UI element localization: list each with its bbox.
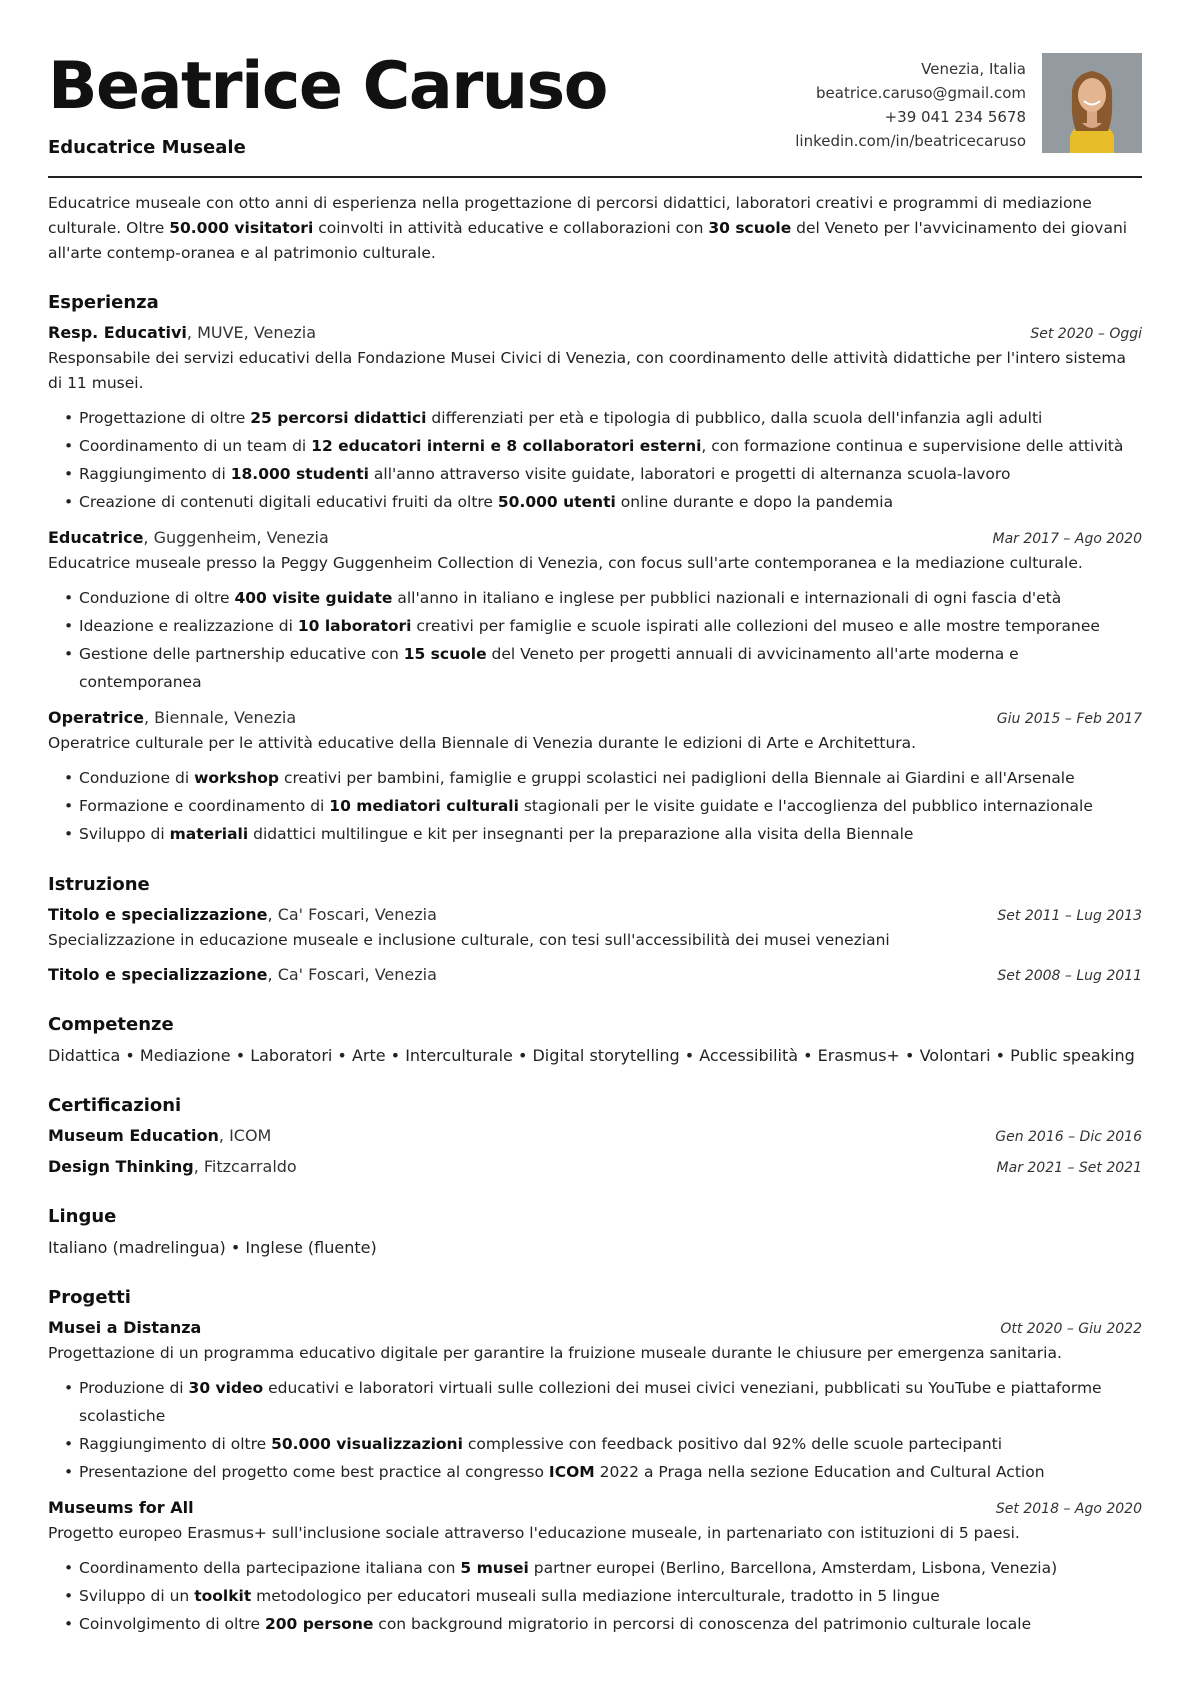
- header-divider: [48, 176, 1142, 178]
- job-description: Responsabile dei servizi educativi della Fondazione Musei Civici di Venezia, con coordinamento delle attività didattiche per l'intero sistema di 11 musei.: [48, 349, 1126, 392]
- bullet-item: • Presentazione del progetto come best practice al congresso ICOM 2022 a Praga nella sezione Education and Cultural Action: [79, 1458, 1142, 1486]
- certifications-list: [48, 1124, 1142, 1180]
- certification-dates: Mar 2021 – Set 2021: [996, 1160, 1142, 1176]
- project-title: Museums for All: [48, 1498, 194, 1517]
- project-description: Progetto europeo Erasmus+ sull'inclusione sociale attraverso l'educazione museale, in partenariato con istituzioni di 5 paesi.: [48, 1524, 1020, 1542]
- certification-entry: [48, 1155, 1142, 1180]
- job-description: Operatrice culturale per le attività educative della Biennale di Venezia durante le edizioni di Arte e Architettura.: [48, 734, 917, 752]
- bullet-item: • Produzione di 30 video educativi e laboratori virtuali sulle collezioni dei musei civici veneziani, pubblicati su YouTube e piattaforme scolastiche: [79, 1374, 1142, 1430]
- certification-issuer: , ICOM: [218, 1126, 272, 1145]
- bullet-item: • Ideazione e realizzazione di 10 laboratori creativi per famiglie e scuole ispirati alle collezioni del museo e alle mostre temporanee: [79, 612, 1142, 640]
- bullet-item: • Raggiungimento di 18.000 studenti all'anno attraverso visite guidate, laboratori e progetti di alternanza scuola-lavoro: [79, 460, 1142, 488]
- skills-list: Didattica • Mediazione • Laboratori • Arte • Interculturale • Digital storytelling • Accessibilità • Erasmus+ • Volontari • Public speaking: [48, 1046, 1135, 1065]
- bullet-item: • Gestione delle partnership educative con 15 scuole del Veneto per progetti annuali di avvicinamento all'arte moderna e contemporanea: [79, 640, 1142, 696]
- job-bullets: [48, 584, 1142, 696]
- bullet-item: • Coinvolgimento di oltre 200 persone con background migratorio in percorsi di conoscenza del patrimonio culturale locale: [79, 1610, 1142, 1638]
- project-entry: [48, 1316, 1142, 1486]
- profile-photo: [1042, 53, 1142, 153]
- education-list: [48, 903, 1142, 988]
- job-place: , Guggenheim, Venezia: [143, 528, 329, 547]
- certification-issuer: , Fitzcarraldo: [193, 1157, 297, 1176]
- languages-list: Italiano (madrelingua) • Inglese (fluente): [48, 1238, 377, 1257]
- certification-dates: Gen 2016 – Dic 2016: [995, 1129, 1142, 1145]
- job-dates: Mar 2017 – Ago 2020: [992, 531, 1142, 547]
- job-title: Educatrice: [48, 528, 144, 547]
- project-dates: Ott 2020 – Giu 2022: [1000, 1321, 1142, 1337]
- degree-title: Titolo e specializzazione: [48, 905, 268, 924]
- certification-title: Design Thinking: [48, 1157, 194, 1176]
- resume-header: [48, 0, 1142, 177]
- job-bullets: [48, 404, 1142, 516]
- job-place: , MUVE, Venezia: [186, 323, 316, 342]
- project-bullets: [48, 1374, 1142, 1486]
- degree-place: , Ca' Foscari, Venezia: [267, 905, 437, 924]
- certification-entry: [48, 1124, 1142, 1149]
- job-bullets: [48, 764, 1142, 848]
- bullet-item: • Progettazione di oltre 25 percorsi didattici differenziati per età e tipologia di pubblico, dalla scuola dell'infanzia agli adulti: [79, 404, 1142, 432]
- experience-entry: [48, 526, 1142, 696]
- job-description: Educatrice museale presso la Peggy Guggenheim Collection di Venezia, con focus sull'arte contemporanea e la mediazione culturale.: [48, 554, 1083, 572]
- degree-title: Titolo e specializzazione: [48, 965, 268, 984]
- contact-block: [795, 57, 1026, 153]
- certification-title: Museum Education: [48, 1126, 219, 1145]
- contact-phone: +39 041 234 5678: [884, 108, 1026, 126]
- job-title: Resp. Educativi: [48, 323, 187, 342]
- experience-list: [48, 321, 1142, 848]
- profile-summary: Educatrice museale con otto anni di esperienza nella progettazione di percorsi didattici, laboratori creativi e programmi di mediazione culturale. Oltre 50.000 visitatori coinvolti in attività educative e collaborazioni con 30 scuole del Veneto per l'avvicinamento dei giovani all'arte contemp-oranea e al patrimonio culturale.: [48, 194, 1128, 262]
- contact-email[interactable]: beatrice.caruso@gmail.com: [816, 84, 1026, 102]
- bullet-item: • Sviluppo di materiali didattici multilingue e kit per insegnanti per la preparazione alla visita della Biennale: [79, 820, 1142, 848]
- section-title-experience: Esperienza: [48, 292, 159, 313]
- section-title-certifications: Certificazioni: [48, 1095, 182, 1116]
- degree-dates: Set 2008 – Lug 2011: [997, 968, 1142, 984]
- bullet-item: • Raggiungimento di oltre 50.000 visualizzazioni complessive con feedback positivo dal 92% delle scuole partecipanti: [79, 1430, 1142, 1458]
- candidate-role: Educatrice Museale: [48, 137, 246, 158]
- experience-entry: [48, 706, 1142, 848]
- project-description: Progettazione di un programma educativo digitale per garantire la fruizione museale durante le chiusure per emergenza sanitaria.: [48, 1344, 1062, 1362]
- bullet-item: • Creazione di contenuti digitali educativi fruiti da oltre 50.000 utenti online durante e dopo la pandemia: [79, 488, 1142, 516]
- candidate-name: Beatrice Caruso: [48, 49, 607, 124]
- projects-list: [48, 1316, 1142, 1638]
- job-dates: Set 2020 – Oggi: [1030, 326, 1142, 342]
- job-title: Operatrice: [48, 708, 144, 727]
- degree-place: , Ca' Foscari, Venezia: [267, 965, 437, 984]
- contact-location: Venezia, Italia: [921, 60, 1026, 78]
- contact-linkedin[interactable]: linkedin.com/in/beatricecaruso: [795, 132, 1026, 150]
- project-bullets: [48, 1554, 1142, 1638]
- section-title-education: Istruzione: [48, 874, 150, 895]
- job-dates: Giu 2015 – Feb 2017: [996, 711, 1142, 727]
- experience-entry: [48, 321, 1142, 516]
- bullet-item: • Conduzione di oltre 400 visite guidate all'anno in italiano e inglese per pubblici nazionali e internazionali di ogni fascia d'età: [79, 584, 1142, 612]
- section-title-projects: Progetti: [48, 1287, 131, 1308]
- bullet-item: • Formazione e coordinamento di 10 mediatori culturali stagionali per le visite guidate e l'accoglienza del pubblico internazionale: [79, 792, 1142, 820]
- bullet-item: • Sviluppo di un toolkit metodologico per educatori museali sulla mediazione interculturale, tradotto in 5 lingue: [79, 1582, 1142, 1610]
- section-title-skills: Competenze: [48, 1014, 174, 1035]
- bullet-item: • Coordinamento della partecipazione italiana con 5 musei partner europei (Berlino, Barcellona, Amsterdam, Lisbona, Venezia): [79, 1554, 1142, 1582]
- bullet-item: • Coordinamento di un team di 12 educatori interni e 8 collaboratori esterni, con formazione continua e supervisione delle attività: [79, 432, 1142, 460]
- degree-description: Specializzazione in educazione museale e inclusione culturale, con tesi sull'accessibilità dei musei veneziani: [48, 931, 890, 949]
- project-title: Musei a Distanza: [48, 1318, 202, 1337]
- education-entry: [48, 963, 1142, 988]
- education-entry: [48, 903, 1142, 953]
- bullet-item: • Conduzione di workshop creativi per bambini, famiglie e gruppi scolastici nei padiglioni della Biennale ai Giardini e all'Arsenale: [79, 764, 1142, 792]
- degree-dates: Set 2011 – Lug 2013: [997, 908, 1142, 924]
- project-entry: [48, 1496, 1142, 1638]
- section-title-languages: Lingue: [48, 1206, 117, 1227]
- job-place: , Biennale, Venezia: [143, 708, 297, 727]
- project-dates: Set 2018 – Ago 2020: [995, 1501, 1142, 1517]
